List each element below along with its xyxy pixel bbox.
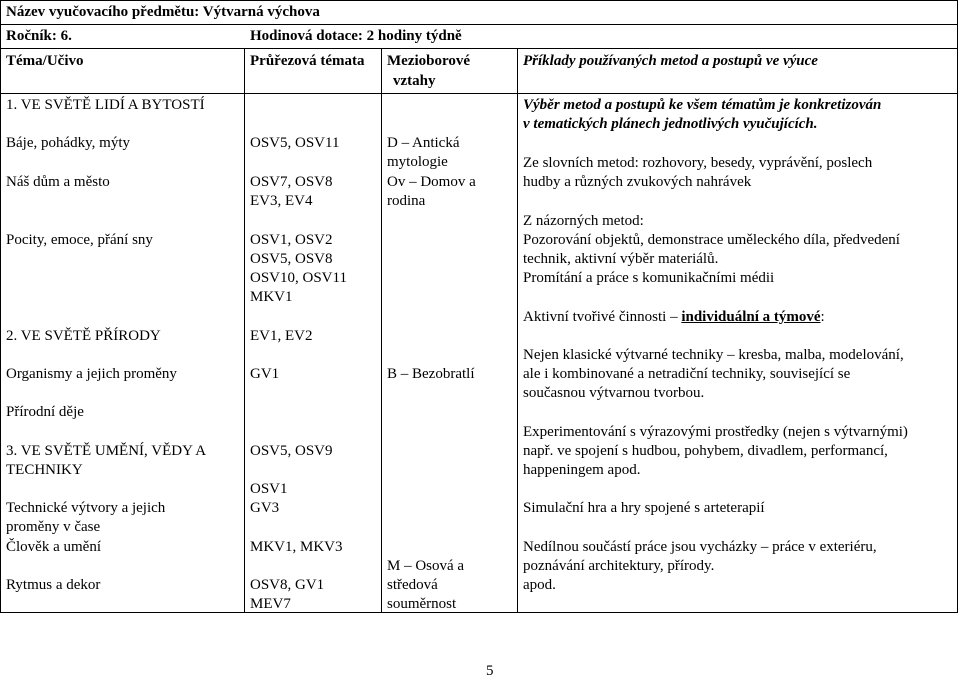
- interdisciplinary-link: B – Bezobratlí: [387, 366, 475, 382]
- methods-techniques: Nejen klasické výtvarné techniky – kresba, malba, modelování,: [523, 347, 904, 363]
- hours-label: Hodinová dotace: 2 hodiny týdně: [250, 28, 462, 44]
- methods-verbal: Ze slovních metod: rozhovory, besedy, vyprávění, poslech: [523, 155, 873, 171]
- topic-item: Rytmus a dekor: [6, 577, 101, 593]
- topic-item: Báje, pohádky, mýty: [6, 135, 131, 151]
- methods-visual-cont: Promítání a práce s komunikačními médii: [523, 270, 775, 286]
- methods-active-suffix: :: [820, 309, 825, 325]
- methods-techniques-cont: ale i kombinované a netradiční techniky, související se: [523, 366, 851, 382]
- methods-intro-cont: v tematických plánech jednotlivých vyučujících.: [523, 116, 818, 132]
- column-divider: [244, 48, 245, 613]
- interdisciplinary-link: D – Antická: [387, 135, 460, 151]
- column-header-interdisciplinary-2: vztahy: [393, 73, 436, 89]
- cross-topic-code: GV1: [250, 366, 280, 382]
- row-divider: [0, 24, 958, 25]
- methods-experiment-cont: např. ve spojení s hudbou, pohybem, divadlem, performancí,: [523, 443, 888, 459]
- column-header-topic: Téma/Učivo: [6, 53, 84, 69]
- methods-visual-cont: technik, aktivní výběr materiálů.: [523, 251, 719, 267]
- topic-section-2: 2. VE SVĚTĚ PŘÍRODY: [6, 328, 161, 344]
- column-header-interdisciplinary: Mezioborové: [387, 53, 471, 69]
- table-border-bottom: [0, 612, 958, 613]
- column-header-methods: Příklady používaných metod a postupů ve výuce: [523, 53, 818, 69]
- cross-topic-code: EV3, EV4: [250, 193, 313, 209]
- cross-topic-code: OSV8, GV1: [250, 577, 325, 593]
- methods-simulation: Simulační hra a hry spojené s arteterapií: [523, 500, 765, 516]
- cross-topic-code: OSV5, OSV8: [250, 251, 333, 267]
- row-divider: [0, 93, 958, 94]
- interdisciplinary-link: Ov – Domov a: [387, 174, 476, 190]
- topic-item: Pocity, emoce, přání sny: [6, 232, 153, 248]
- methods-techniques-cont: současnou výtvarnou tvorbou.: [523, 385, 705, 401]
- cross-topic-code: EV1, EV2: [250, 328, 313, 344]
- interdisciplinary-link: M – Osová a: [387, 558, 465, 574]
- interdisciplinary-link: souměrnost: [387, 596, 457, 612]
- topic-item: Organismy a jejich proměny: [6, 366, 177, 382]
- cross-topic-code: MKV1: [250, 289, 293, 305]
- topic-item-cont: proměny v čase: [6, 519, 101, 535]
- topic-item: Náš dům a město: [6, 174, 110, 190]
- cross-topic-code: MKV1, MKV3: [250, 539, 343, 555]
- page-number: 5: [486, 663, 494, 679]
- topic-section-3-cont: TECHNIKY: [6, 462, 83, 478]
- interdisciplinary-link: mytologie: [387, 154, 448, 170]
- interdisciplinary-link: středová: [387, 577, 438, 593]
- methods-active-emphasis: individuální a týmové: [681, 309, 821, 325]
- table-border-right: [957, 0, 958, 613]
- cross-topic-code: MEV7: [250, 596, 291, 612]
- cross-topic-code: OSV5, OSV9: [250, 443, 333, 459]
- methods-visual-cont: Pozorování objektů, demonstrace uměleckého díla, předvedení: [523, 232, 900, 248]
- topic-section-1: 1. VE SVĚTĚ LIDÍ A BYTOSTÍ: [6, 97, 205, 113]
- methods-active: [523, 308, 825, 327]
- methods-active-prefix: Aktivní tvořivé činnosti –: [523, 309, 678, 325]
- interdisciplinary-link: rodina: [387, 193, 426, 209]
- cross-topic-code: GV3: [250, 500, 280, 516]
- table-border-left: [0, 0, 1, 613]
- topic-item: Technické výtvory a jejich: [6, 500, 166, 516]
- cross-topic-code: OSV10, OSV11: [250, 270, 347, 286]
- cross-topic-code: OSV5, OSV11: [250, 135, 340, 151]
- methods-visual: Z názorných metod:: [523, 213, 644, 229]
- cross-topic-code: OSV1: [250, 481, 288, 497]
- methods-experiment-cont: happeningem apod.: [523, 462, 641, 478]
- cross-topic-code: OSV1, OSV2: [250, 232, 333, 248]
- methods-experiment: Experimentování s výrazovými prostředky (nejen s výtvarnými): [523, 424, 908, 440]
- subject-title: Název vyučovacího předmětu: Výtvarná výchova: [6, 4, 320, 20]
- column-divider: [381, 48, 382, 613]
- methods-verbal-cont: hudby a různých zvukových nahrávek: [523, 174, 752, 190]
- methods-trips-cont: apod.: [523, 577, 556, 593]
- cross-topic-code: OSV7, OSV8: [250, 174, 333, 190]
- topic-section-3: 3. VE SVĚTĚ UMĚNÍ, VĚDY A: [6, 443, 207, 459]
- column-header-cross-topics: Průřezová témata: [250, 53, 365, 69]
- topic-item: Přírodní děje: [6, 404, 84, 420]
- table-border-top: [0, 0, 958, 1]
- methods-trips-cont: poznávání architektury, přírody.: [523, 558, 715, 574]
- methods-trips: Nedílnou součástí práce jsou vycházky – práce v exteriéru,: [523, 539, 877, 555]
- grade-label: Ročník: 6.: [6, 28, 72, 44]
- column-divider: [517, 48, 518, 613]
- topic-item: Člověk a umění: [6, 539, 101, 555]
- row-divider: [0, 48, 958, 49]
- methods-intro: Výběr metod a postupů ke všem tématům je konkretizován: [523, 97, 882, 113]
